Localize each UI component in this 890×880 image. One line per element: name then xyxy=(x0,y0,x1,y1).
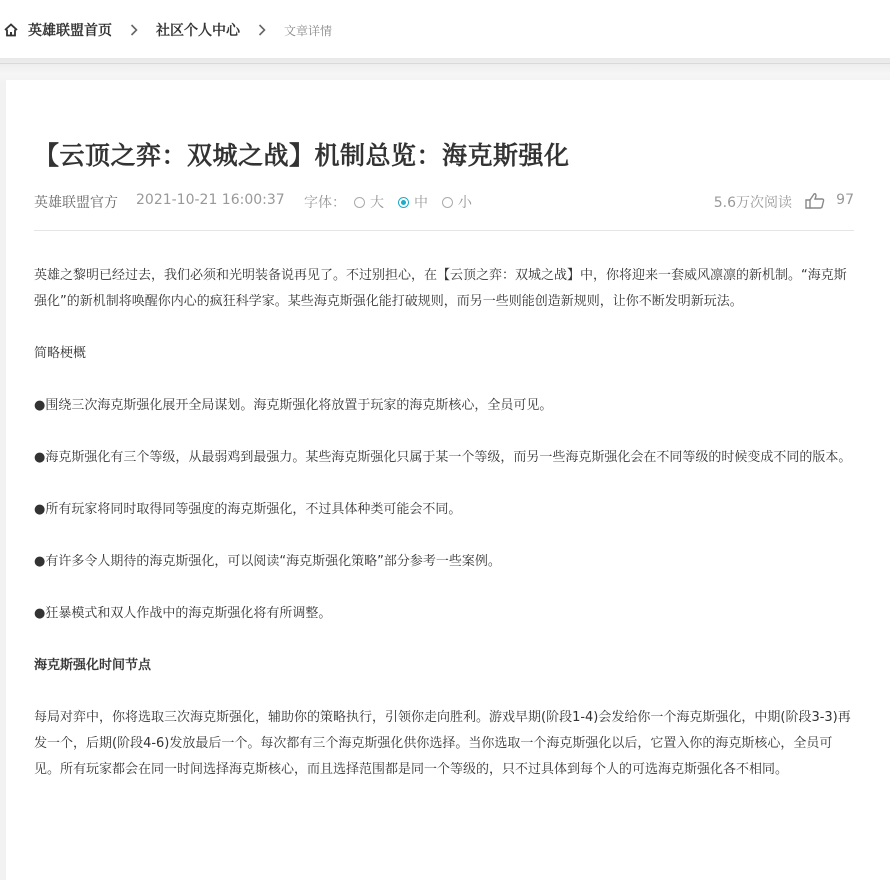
article-card xyxy=(6,80,890,880)
chevron-right-icon xyxy=(258,24,266,36)
font-size-label: 字体： xyxy=(304,195,346,211)
like-icon[interactable] xyxy=(804,192,826,210)
paragraph: 每局对弈中，你将选取三次海克斯强化，辅助你的策略执行，引领你走向胜利。游戏早期(阶段1-4)会发给你一个海克斯强化，中期(阶段3-3)再发一个，后期(阶段4-6)发放最后一个。每次都有三个海克斯强化供你选择。当你选取一个海克斯强化以后，它置入你的海克斯核心，全员可见。所有玩家都会在同一时间选择海克斯核心，而且选择范围都是同一个等级的，只不过具体到每个人的可选海克斯强化各不相同。 xyxy=(34,710,851,777)
breadcrumb-current: 文章详情 xyxy=(284,23,333,38)
home-icon[interactable] xyxy=(4,23,18,37)
read-count: 5.6万次阅读 xyxy=(713,195,792,211)
chevron-right-icon xyxy=(130,24,138,36)
font-size-selector xyxy=(304,192,472,212)
paragraph: ●所有玩家将同时取得同等强度的海克斯强化，不过具体种类可能会不同。 xyxy=(34,502,462,517)
font-large-radio[interactable] xyxy=(354,197,365,208)
like-count: 97 xyxy=(836,192,854,208)
paragraph: ●海克斯强化有三个等级，从最弱鸡到最强力。某些海克斯强化只属于某一个等级，而另一些海克斯强化会在不同等级的时候变成不同的版本。 xyxy=(34,450,852,465)
breadcrumb-community-link[interactable]: 社区个人中心 xyxy=(156,23,240,39)
breadcrumb-home-link[interactable]: 英雄联盟首页 xyxy=(28,23,112,39)
article-title: 【云顶之弈：双城之战】机制总览：海克斯强化 xyxy=(34,141,570,170)
article-meta xyxy=(34,192,854,212)
article-author[interactable]: 英雄联盟官方 xyxy=(34,195,118,211)
section-heading: 海克斯强化时间节点 xyxy=(34,658,152,673)
divider xyxy=(0,63,890,64)
meta-divider xyxy=(34,230,854,231)
article-body xyxy=(34,263,856,809)
paragraph: ●围绕三次海克斯强化展开全局谋划。海克斯强化将放置于玩家的海克斯核心，全员可见。 xyxy=(34,398,553,413)
paragraph: 简略梗概 xyxy=(34,346,87,361)
font-medium-radio[interactable] xyxy=(398,197,409,208)
font-large-label[interactable]: 大 xyxy=(370,195,384,211)
font-small-label[interactable]: 小 xyxy=(458,195,472,211)
paragraph: ●狂暴模式和双人作战中的海克斯强化将有所调整。 xyxy=(34,606,332,621)
font-medium-label[interactable]: 中 xyxy=(414,195,428,211)
paragraph: 英雄之黎明已经过去，我们必须和光明装备说再见了。不过别担心，在【云顶之弈：双城之战】中，你将迎来一套威风凛凛的新机制。“海克斯强化”的新机制将唤醒你内心的疯狂科学家。某些海克斯强化能打破规则，而另一些则能创造新规则，让你不断发明新玩法。 xyxy=(34,268,847,309)
article-date: 2021-10-21 16:00:37 xyxy=(136,192,285,208)
font-small-radio[interactable] xyxy=(442,197,453,208)
breadcrumb xyxy=(0,0,890,60)
paragraph: ●有许多令人期待的海克斯强化，可以阅读“海克斯强化策略”部分参考一些案例。 xyxy=(34,554,501,569)
